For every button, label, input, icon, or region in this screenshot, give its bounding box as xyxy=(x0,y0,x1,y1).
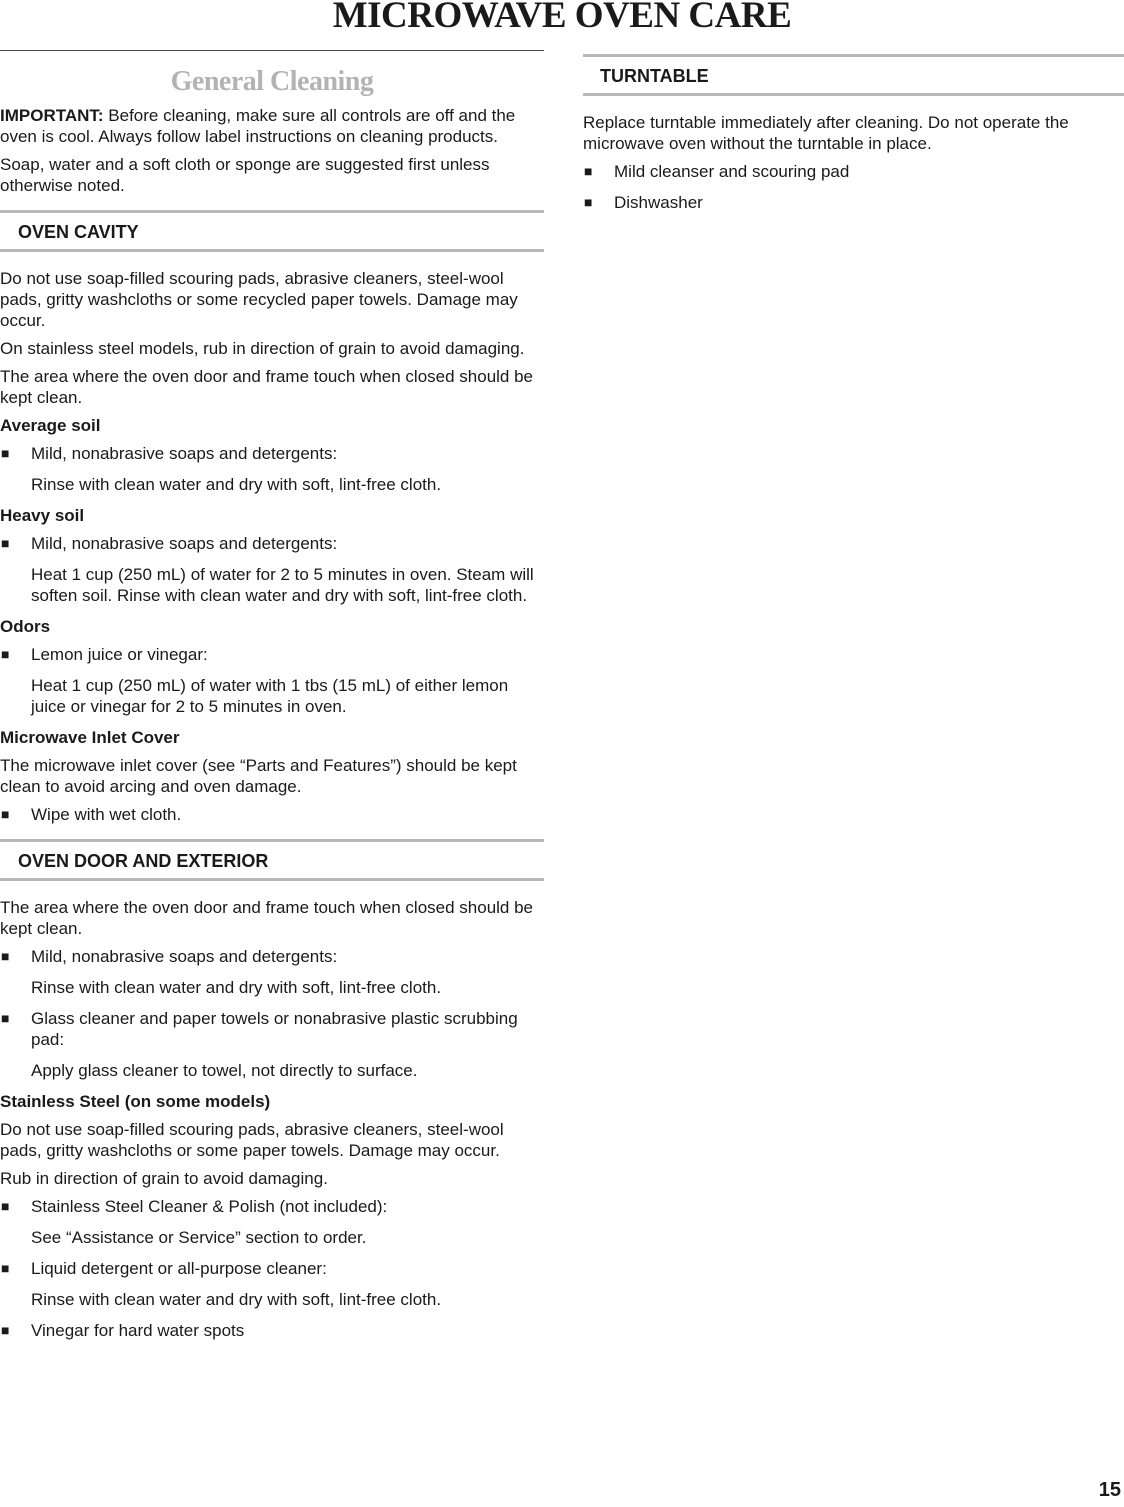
list-item xyxy=(0,1320,544,1341)
list-item-text: Mild cleanser and scouring pad xyxy=(614,162,850,181)
door-exterior-heading: OVEN DOOR AND EXTERIOR xyxy=(0,839,544,881)
turntable-paragraph: Replace turntable immediately after cleaning. Do not operate the microwave oven without the turntable in place. xyxy=(583,113,1069,153)
stainless-steel-heading: Stainless Steel (on some models) xyxy=(0,1092,271,1111)
bullet-square-icon: ■ xyxy=(1,646,10,662)
bullet-square-icon: ■ xyxy=(1,535,10,551)
page-number: 15 xyxy=(1098,1479,1121,1501)
bullet-square-icon: ■ xyxy=(1,1260,10,1276)
important-paragraph xyxy=(0,105,544,147)
bullet-square-icon: ■ xyxy=(1,1010,10,1026)
oven-cavity-paragraph: The area where the oven door and frame touch when closed should be kept clean. xyxy=(0,367,534,407)
bullet-square-icon: ■ xyxy=(1,806,10,822)
bullet-square-icon: ■ xyxy=(584,194,593,210)
average-soil-heading: Average soil xyxy=(0,416,101,435)
list-item xyxy=(0,1196,544,1217)
list-item-text: Mild, nonabrasive soaps and detergents: xyxy=(31,444,338,463)
inlet-cover-paragraph: The microwave inlet cover (see “Parts and Features”) should be kept clean to avoid arcing and oven damage. xyxy=(0,756,517,796)
top-rule xyxy=(0,50,544,51)
list-item-text: Glass cleaner and paper towels or nonabrasive plastic scrubbing pad: xyxy=(31,1009,518,1049)
list-item-detail: Heat 1 cup (250 mL) of water for 2 to 5 minutes in oven. Steam will soften soil. Rinse with clean water and dry with soft, lint-free cloth. xyxy=(31,565,534,605)
bullet-square-icon: ■ xyxy=(1,948,10,964)
turntable-heading: TURNTABLE xyxy=(583,54,1124,96)
list-item xyxy=(0,644,544,665)
stainless-paragraph: Do not use soap-filled scouring pads, abrasive cleaners, steel-wool pads, gritty washcloths or some paper towels. Damage may occur. xyxy=(0,1120,504,1160)
oven-cavity-paragraph: On stainless steel models, rub in direction of grain to avoid damaging. xyxy=(0,339,525,358)
list-item xyxy=(0,533,544,554)
list-item xyxy=(0,946,544,967)
stainless-paragraph: Rub in direction of grain to avoid damaging. xyxy=(0,1169,328,1188)
list-item-text: Mild, nonabrasive soaps and detergents: xyxy=(31,947,338,966)
list-item-text: Mild, nonabrasive soaps and detergents: xyxy=(31,534,338,553)
list-item xyxy=(0,1258,544,1279)
list-item-detail: Rinse with clean water and dry with soft, lint-free cloth. xyxy=(31,1290,442,1309)
list-item xyxy=(0,1008,544,1050)
general-cleaning-title: General Cleaning xyxy=(170,66,374,97)
important-text: Before cleaning, make sure all controls are off and the oven is cool. Always follow label instructions on cleaning products. xyxy=(0,106,516,146)
oven-cavity-heading: OVEN CAVITY xyxy=(0,210,544,252)
list-item-text: Wipe with wet cloth. xyxy=(31,805,182,824)
list-item-detail: Rinse with clean water and dry with soft, lint-free cloth. xyxy=(31,475,442,494)
important-label: IMPORTANT: xyxy=(0,106,104,125)
list-item-text: Dishwasher xyxy=(614,193,703,212)
bullet-square-icon: ■ xyxy=(1,1198,10,1214)
list-item xyxy=(583,192,1124,213)
heavy-soil-heading: Heavy soil xyxy=(0,506,85,525)
page-title: MICROWAVE OVEN CARE xyxy=(332,0,792,36)
list-item-detail: Rinse with clean water and dry with soft, lint-free cloth. xyxy=(31,978,442,997)
list-item-detail: Apply glass cleaner to towel, not directly to surface. xyxy=(31,1061,418,1080)
list-item xyxy=(0,804,544,825)
list-item-text: Liquid detergent or all-purpose cleaner: xyxy=(31,1259,327,1278)
bullet-square-icon: ■ xyxy=(584,163,593,179)
bullet-square-icon: ■ xyxy=(1,445,10,461)
right-column xyxy=(583,50,1124,223)
oven-cavity-paragraph: Do not use soap-filled scouring pads, abrasive cleaners, steel-wool pads, gritty washcloths or some recycled paper towels. Damage may occur. xyxy=(0,269,518,330)
door-exterior-paragraph: The area where the oven door and frame touch when closed should be kept clean. xyxy=(0,898,534,938)
left-column xyxy=(0,50,544,1351)
bullet-square-icon: ■ xyxy=(1,1322,10,1338)
list-item-text: Lemon juice or vinegar: xyxy=(31,645,208,664)
list-item-text: Vinegar for hard water spots xyxy=(31,1321,245,1340)
list-item xyxy=(583,161,1124,182)
soap-paragraph: Soap, water and a soft cloth or sponge are suggested first unless otherwise noted. xyxy=(0,155,490,195)
odors-heading: Odors xyxy=(0,617,51,636)
list-item-text: Stainless Steel Cleaner & Polish (not included): xyxy=(31,1197,388,1216)
list-item-detail: Heat 1 cup (250 mL) of water with 1 tbs (15 mL) of either lemon juice or vinegar for 2 to 5 minutes in oven. xyxy=(31,676,509,716)
list-item xyxy=(0,443,544,464)
inlet-cover-heading: Microwave Inlet Cover xyxy=(0,728,180,747)
list-item-detail: See “Assistance or Service” section to order. xyxy=(31,1228,367,1247)
